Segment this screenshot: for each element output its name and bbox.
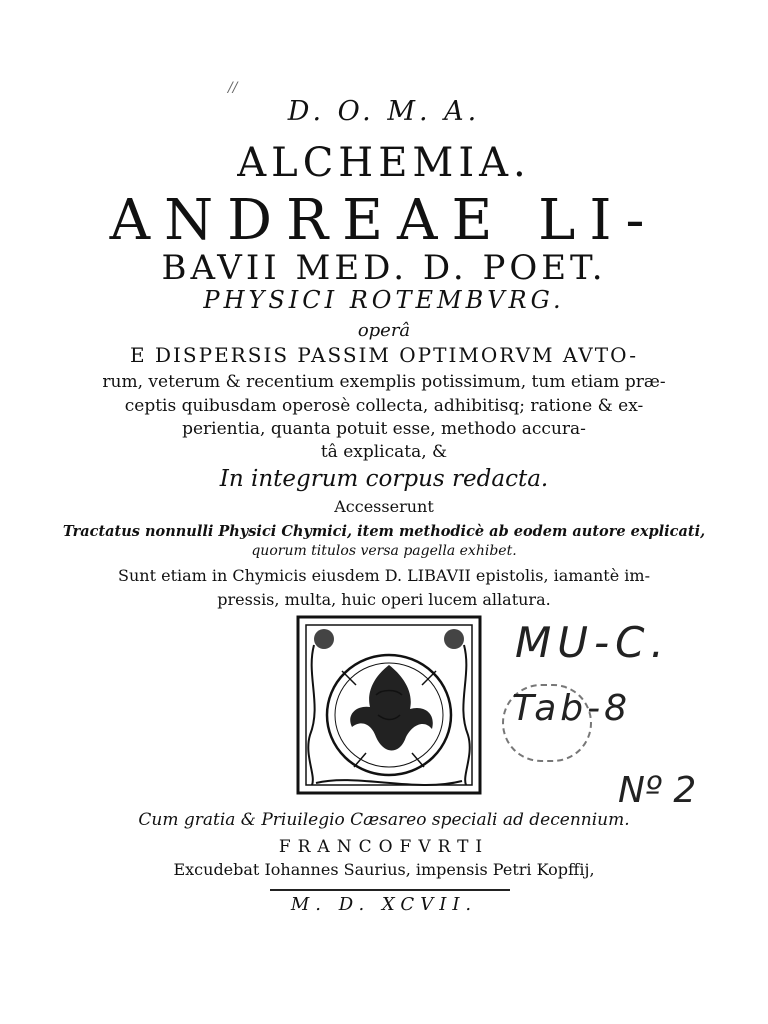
accesserunt-line: Accesserunt [334, 497, 434, 516]
subtitle-line: rum, veterum & recentium exemplis potissimum, tum etiam præ- [102, 372, 666, 392]
handwritten-shelfmark: Tab-8 [512, 688, 632, 729]
imprint-printer: Excudebat Iohannes Saurius, impensis Petri Kopffij, [173, 860, 595, 879]
author-line-2: BAVII MED. D. POET. [161, 248, 607, 288]
tractatus-line-1: Tractatus nonnulli Physici Chymici, item methodicè ab eodem autore explicati, [62, 523, 706, 540]
subtitle-line: perientia, quanta potuit esse, methodo accura- [182, 419, 586, 439]
sunt-line-2: pressis, multa, huic operi lucem allatura. [217, 590, 551, 609]
opera-word: operâ [357, 320, 411, 341]
handwritten-shelfmark: MU-C. [515, 618, 670, 667]
sunt-line-1: Sunt etiam in Chymicis eiusdem D. LIBAVII epistolis, iamantè im- [118, 566, 650, 585]
author-line-1: ANDREAE LI- [109, 188, 659, 253]
dedication: D. O. M. A. [287, 96, 481, 127]
imprint-year: M. D. XCVII. [290, 894, 478, 915]
book-title: ALCHEMIA. [237, 140, 531, 186]
subtitle-line: ceptis quibusdam operosè collecta, adhibitisq; ratione & ex- [124, 396, 644, 416]
tractatus-line-2: quorum titulos versa pagella exhibet. [251, 543, 517, 559]
ink-mark: // [228, 80, 238, 96]
subtitle-line: tâ explicata, & [320, 442, 448, 462]
handwritten-number: Nº 2 [618, 770, 697, 811]
subtitle-line: E DISPERSIS PASSIM OPTIMORVM AVTO- [130, 343, 638, 367]
integrum-line: In integrum corpus redacta. [219, 466, 549, 492]
printers-device-emblem [296, 615, 482, 795]
imprint-city: FRANCOFVRTI [278, 837, 490, 857]
divider-rule [270, 889, 510, 891]
author-line-3: PHYSICI ROTEMBVRG. [203, 286, 565, 314]
privilege-line: Cum gratia & Priuilegio Cæsareo speciali ad decennium. [138, 810, 630, 830]
